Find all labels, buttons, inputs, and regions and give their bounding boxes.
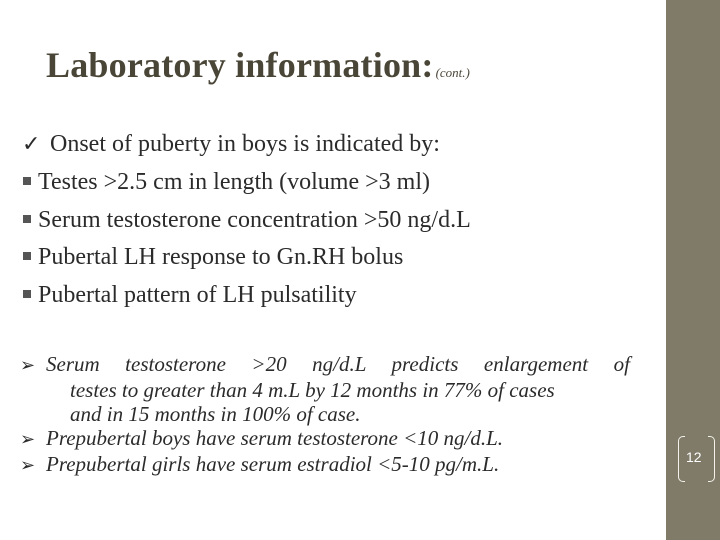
bullet-item <box>20 206 471 234</box>
slide-title <box>46 44 470 86</box>
check-item <box>20 130 440 159</box>
square-bullet-icon <box>23 252 31 260</box>
square-bullet-icon <box>23 177 31 185</box>
arrow-item-text: Prepubertal girls have serum estradiol <5-10 pg/m.L. <box>46 452 500 476</box>
bullet-text: Pubertal pattern of LH pulsatility <box>38 282 357 308</box>
arrow-list <box>20 352 630 478</box>
bullet-text: Serum testosterone concentration >50 ng/d.L <box>38 207 471 233</box>
arrow-item <box>20 352 630 378</box>
title-main: Laboratory information: <box>46 45 434 85</box>
arrow-item-continuation: and in 15 months in 100% of case. <box>70 402 361 426</box>
arrow-item <box>20 452 630 478</box>
check-item-text: Onset of puberty in boys is indicated by: <box>50 131 440 157</box>
bullet-text: Testes >2.5 cm in length (volume >3 ml) <box>38 169 430 195</box>
square-bullet-icon <box>23 215 31 223</box>
bullet-item <box>20 168 430 196</box>
bullet-item <box>20 243 403 271</box>
arrow-item-text: Prepubertal boys have serum testosterone <10 ng/d.L. <box>46 426 504 450</box>
checkmark-icon: ✓ <box>22 132 41 157</box>
arrow-right-icon: ➢ <box>20 429 36 450</box>
page-number-badge <box>678 436 718 482</box>
arrow-item-text: Serum testosterone >20 ng/d.L predicts enlargement of <box>46 352 630 376</box>
square-bullet-icon <box>23 290 31 298</box>
bullet-text: Pubertal LH response to Gn.RH bolus <box>38 244 404 270</box>
right-bracket-icon <box>708 436 715 482</box>
arrow-right-icon: ➢ <box>20 355 36 376</box>
arrow-item-continuation: testes to greater than 4 m.L by 12 months in 77% of cases <box>70 378 555 402</box>
bullet-item <box>20 281 357 309</box>
left-bracket-icon <box>678 436 685 482</box>
arrow-item <box>20 426 630 452</box>
page-number: 12 <box>686 449 702 465</box>
title-sub: (cont.) <box>435 65 470 80</box>
arrow-right-icon: ➢ <box>20 455 36 476</box>
